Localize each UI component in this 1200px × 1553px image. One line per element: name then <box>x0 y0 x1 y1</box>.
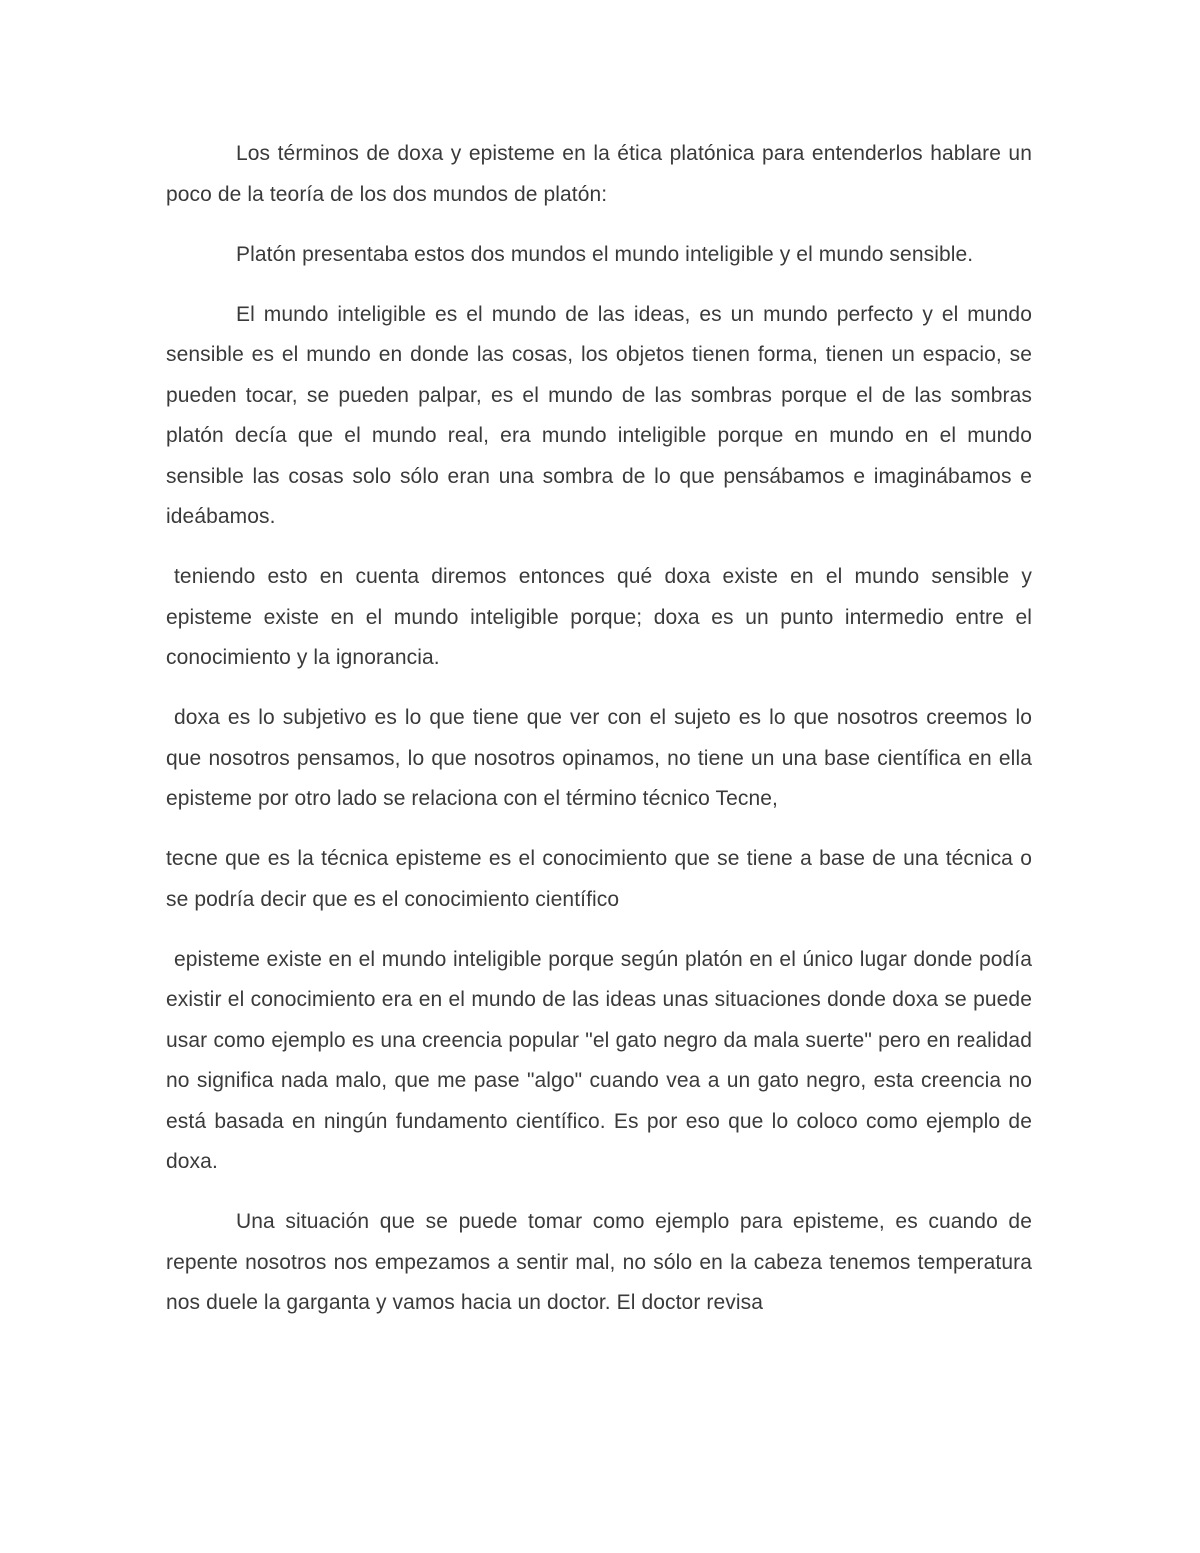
paragraph-intelligible-world: El mundo inteligible es el mundo de las ideas, es un mundo perfecto y el mundo sensible es el mundo en donde las cosas, los objetos tienen forma, tienen un espacio, se pueden tocar, se pueden palpar, es el mundo de las sombras porque el de las sombras platón decía que el mundo real, era mundo inteligible porque en mundo en el mundo sensible las cosas solo sólo eran una sombra de lo que pensábamos e imaginábamos e ideábamos. <box>166 302 1032 528</box>
paragraph-intro: Los términos de doxa y episteme en la ética platónica para entenderlos hablare un poco de la teoría de los dos mundos de platón: <box>166 142 1032 206</box>
paragraph-episteme-example: episteme existe en el mundo inteligible porque según platón en el único lugar donde podía existir el conocimiento era en el mundo de las ideas unas situaciones donde doxa se puede usar como ejemplo es una creencia popular "el gato negro da mala suerte" pero en realidad no significa nada malo, que me pase "algo" cuando vea a un gato negro, esta creencia no está basada en ningún fundamento científico. Es por eso que lo coloco como ejemplo de doxa. <box>166 947 1032 1173</box>
document-body <box>166 134 1032 1343</box>
paragraph-doxa-episteme: teniendo esto en cuenta diremos entonces qué doxa existe en el mundo sensible y episteme existe en el mundo inteligible porque; doxa es un punto intermedio entre el conocimiento y la ignorancia. <box>166 565 1032 669</box>
paragraph-doxa-subjective: doxa es lo subjetivo es lo que tiene que ver con el sujeto es lo que nosotros creemos lo que nosotros pensamos, lo que nosotros opinamos, no tiene un una base científica en ella episteme por otro lado se relaciona con el término técnico Tecne, <box>166 706 1032 810</box>
paragraph-situation: Una situación que se puede tomar como ejemplo para episteme, es cuando de repente nosotros nos empezamos a sentir mal, no sólo en la cabeza tenemos temperatura nos duele la garganta y vamos hacia un doctor. El doctor revisa <box>166 1210 1032 1314</box>
paragraph-tecne: tecne que es la técnica episteme es el conocimiento que se tiene a base de una técnica o se podría decir que es el conocimiento científico <box>166 847 1032 911</box>
paragraph-two-worlds: Platón presentaba estos dos mundos el mundo inteligible y el mundo sensible. <box>236 242 974 266</box>
